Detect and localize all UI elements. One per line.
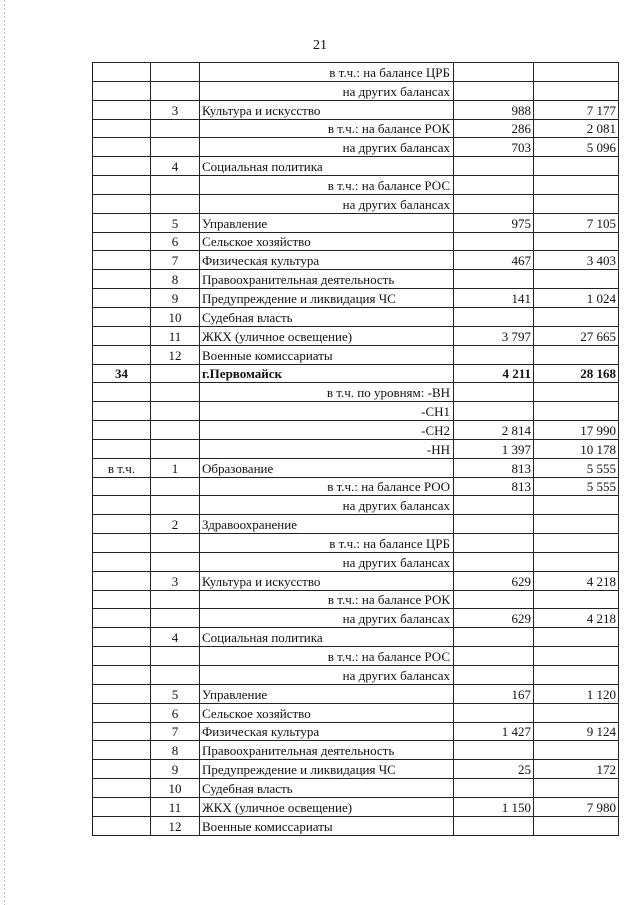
row-number-cell	[151, 194, 200, 213]
row-value2-cell: 9 124	[534, 722, 619, 741]
table-row	[93, 326, 619, 345]
row-value2-cell	[534, 741, 619, 760]
row-value2-cell: 10 178	[534, 439, 619, 458]
table-row	[93, 81, 619, 100]
budget-table-body	[93, 63, 619, 836]
row-prefix-cell	[93, 81, 151, 100]
row-number-cell	[151, 383, 200, 402]
row-prefix-cell	[93, 100, 151, 119]
row-prefix-cell	[93, 326, 151, 345]
row-prefix-cell	[93, 628, 151, 647]
row-number-cell: 1	[151, 458, 200, 477]
row-value2-cell	[534, 402, 619, 421]
row-value2-cell: 7 177	[534, 100, 619, 119]
row-number-cell: 12	[151, 816, 200, 835]
row-number-cell	[151, 552, 200, 571]
row-name-cell: на других балансах	[200, 138, 454, 157]
row-number-cell	[151, 647, 200, 666]
row-value2-cell: 2 081	[534, 119, 619, 138]
row-value1-cell: 467	[454, 251, 534, 270]
row-prefix-cell	[93, 232, 151, 251]
row-value1-cell	[454, 345, 534, 364]
row-name-cell: в т.ч.: на балансе ЦРБ	[200, 63, 454, 82]
row-prefix-cell: 34	[93, 364, 151, 383]
row-prefix-cell	[93, 552, 151, 571]
table-row	[93, 232, 619, 251]
row-name-cell: Социальная политика	[200, 628, 454, 647]
row-value2-cell	[534, 816, 619, 835]
row-prefix-cell	[93, 251, 151, 270]
table-row	[93, 100, 619, 119]
row-number-cell: 8	[151, 270, 200, 289]
row-number-cell: 4	[151, 157, 200, 176]
row-value2-cell	[534, 307, 619, 326]
row-number-cell	[151, 534, 200, 553]
row-name-cell: в т.ч.: на балансе РОК	[200, 119, 454, 138]
row-prefix-cell: в т.ч.	[93, 458, 151, 477]
table-row	[93, 364, 619, 383]
row-value1-cell: 629	[454, 609, 534, 628]
row-prefix-cell	[93, 439, 151, 458]
row-value1-cell: 813	[454, 477, 534, 496]
row-number-cell: 4	[151, 628, 200, 647]
row-value2-cell	[534, 383, 619, 402]
row-number-cell	[151, 176, 200, 195]
row-value1-cell	[454, 590, 534, 609]
row-value2-cell	[534, 647, 619, 666]
row-name-cell: в т.ч.: на балансе РОС	[200, 647, 454, 666]
row-value1-cell: 2 814	[454, 421, 534, 440]
row-number-cell: 12	[151, 345, 200, 364]
row-number-cell: 11	[151, 797, 200, 816]
row-value1-cell: 286	[454, 119, 534, 138]
row-value2-cell: 172	[534, 760, 619, 779]
row-value2-cell	[534, 496, 619, 515]
row-number-cell: 9	[151, 760, 200, 779]
row-prefix-cell	[93, 477, 151, 496]
row-number-cell: 10	[151, 779, 200, 798]
table-row	[93, 458, 619, 477]
row-number-cell: 8	[151, 741, 200, 760]
table-row	[93, 63, 619, 82]
row-value1-cell	[454, 534, 534, 553]
table-row	[93, 797, 619, 816]
row-value1-cell: 703	[454, 138, 534, 157]
table-row	[93, 647, 619, 666]
row-name-cell: в т.ч.: на балансе РОС	[200, 176, 454, 195]
row-number-cell: 7	[151, 722, 200, 741]
row-value1-cell: 1 150	[454, 797, 534, 816]
row-name-cell: на других балансах	[200, 552, 454, 571]
row-value2-cell: 28 168	[534, 364, 619, 383]
row-value1-cell: 813	[454, 458, 534, 477]
row-name-cell: на других балансах	[200, 609, 454, 628]
table-row	[93, 741, 619, 760]
row-value1-cell: 3 797	[454, 326, 534, 345]
row-name-cell: Социальная политика	[200, 157, 454, 176]
row-value2-cell	[534, 176, 619, 195]
row-number-cell	[151, 138, 200, 157]
table-row	[93, 666, 619, 685]
row-value1-cell: 1 397	[454, 439, 534, 458]
row-prefix-cell	[93, 176, 151, 195]
row-prefix-cell	[93, 421, 151, 440]
row-number-cell: 6	[151, 703, 200, 722]
row-number-cell: 3	[151, 100, 200, 119]
row-number-cell	[151, 63, 200, 82]
row-prefix-cell	[93, 402, 151, 421]
row-value1-cell	[454, 270, 534, 289]
row-value2-cell	[534, 81, 619, 100]
row-prefix-cell	[93, 496, 151, 515]
row-number-cell: 2	[151, 515, 200, 534]
table-row	[93, 402, 619, 421]
row-value1-cell: 4 211	[454, 364, 534, 383]
page-edge-dotted-line	[4, 0, 5, 905]
row-value1-cell: 988	[454, 100, 534, 119]
row-value1-cell	[454, 647, 534, 666]
row-name-cell: Культура и искусство	[200, 571, 454, 590]
row-name-cell: Сельское хозяйство	[200, 703, 454, 722]
table-row	[93, 609, 619, 628]
row-prefix-cell	[93, 289, 151, 308]
row-number-cell	[151, 666, 200, 685]
table-row	[93, 684, 619, 703]
row-name-cell: Культура и искусство	[200, 100, 454, 119]
table-row	[93, 345, 619, 364]
row-name-cell: в т.ч.: на балансе РОО	[200, 477, 454, 496]
row-name-cell: -СН2	[200, 421, 454, 440]
row-number-cell	[151, 364, 200, 383]
row-value2-cell	[534, 63, 619, 82]
row-number-cell	[151, 119, 200, 138]
row-number-cell: 11	[151, 326, 200, 345]
table-row	[93, 779, 619, 798]
row-prefix-cell	[93, 213, 151, 232]
row-value1-cell	[454, 194, 534, 213]
row-value2-cell: 5 096	[534, 138, 619, 157]
row-name-cell: -НН	[200, 439, 454, 458]
table-row	[93, 552, 619, 571]
row-name-cell: Военные комиссариаты	[200, 345, 454, 364]
table-row	[93, 383, 619, 402]
row-name-cell: ЖКХ (уличное освещение)	[200, 326, 454, 345]
row-prefix-cell	[93, 307, 151, 326]
row-value1-cell	[454, 741, 534, 760]
row-prefix-cell	[93, 63, 151, 82]
row-value1-cell	[454, 383, 534, 402]
row-name-cell: Образование	[200, 458, 454, 477]
row-value1-cell	[454, 515, 534, 534]
row-number-cell: 5	[151, 684, 200, 703]
table-row	[93, 119, 619, 138]
row-value1-cell	[454, 666, 534, 685]
row-name-cell: Предупреждение и ликвидация ЧС	[200, 760, 454, 779]
table-row	[93, 289, 619, 308]
row-value1-cell	[454, 703, 534, 722]
table-row	[93, 307, 619, 326]
row-name-cell: г.Первомайск	[200, 364, 454, 383]
row-prefix-cell	[93, 138, 151, 157]
row-name-cell: в т.ч.: на балансе ЦРБ	[200, 534, 454, 553]
row-number-cell	[151, 402, 200, 421]
table-row	[93, 515, 619, 534]
table-row	[93, 194, 619, 213]
table-row	[93, 251, 619, 270]
table-row	[93, 816, 619, 835]
row-value2-cell	[534, 590, 619, 609]
table-row	[93, 213, 619, 232]
table-row	[93, 703, 619, 722]
row-prefix-cell	[93, 270, 151, 289]
row-value2-cell	[534, 552, 619, 571]
row-value2-cell: 5 555	[534, 477, 619, 496]
row-value2-cell: 5 555	[534, 458, 619, 477]
row-value2-cell	[534, 534, 619, 553]
row-prefix-cell	[93, 609, 151, 628]
row-number-cell	[151, 439, 200, 458]
table-row	[93, 477, 619, 496]
row-value2-cell: 27 665	[534, 326, 619, 345]
row-name-cell: Управление	[200, 213, 454, 232]
row-name-cell: Военные комиссариаты	[200, 816, 454, 835]
table-row	[93, 138, 619, 157]
row-value1-cell	[454, 779, 534, 798]
row-prefix-cell	[93, 345, 151, 364]
row-prefix-cell	[93, 194, 151, 213]
row-value2-cell	[534, 232, 619, 251]
row-value1-cell	[454, 63, 534, 82]
row-value1-cell	[454, 402, 534, 421]
row-number-cell	[151, 421, 200, 440]
row-number-cell	[151, 590, 200, 609]
row-value1-cell: 629	[454, 571, 534, 590]
row-value2-cell: 4 218	[534, 609, 619, 628]
row-number-cell	[151, 477, 200, 496]
budget-table	[92, 62, 619, 836]
row-prefix-cell	[93, 779, 151, 798]
row-name-cell: ЖКХ (уличное освещение)	[200, 797, 454, 816]
row-value2-cell	[534, 666, 619, 685]
row-value2-cell: 3 403	[534, 251, 619, 270]
row-value2-cell: 1 024	[534, 289, 619, 308]
row-value2-cell	[534, 345, 619, 364]
row-value2-cell: 17 990	[534, 421, 619, 440]
table-row	[93, 534, 619, 553]
row-name-cell: на других балансах	[200, 194, 454, 213]
row-value2-cell: 7 105	[534, 213, 619, 232]
table-row	[93, 496, 619, 515]
row-value2-cell	[534, 628, 619, 647]
row-number-cell	[151, 496, 200, 515]
row-name-cell: Здравоохранение	[200, 515, 454, 534]
row-prefix-cell	[93, 703, 151, 722]
row-name-cell: на других балансах	[200, 666, 454, 685]
table-row	[93, 590, 619, 609]
row-name-cell: Судебная власть	[200, 307, 454, 326]
row-prefix-cell	[93, 157, 151, 176]
row-prefix-cell	[93, 760, 151, 779]
table-row	[93, 439, 619, 458]
row-value1-cell	[454, 81, 534, 100]
row-prefix-cell	[93, 797, 151, 816]
row-name-cell: в т.ч.: на балансе РОК	[200, 590, 454, 609]
row-prefix-cell	[93, 571, 151, 590]
row-value1-cell	[454, 176, 534, 195]
row-name-cell: Предупреждение и ликвидация ЧС	[200, 289, 454, 308]
row-value1-cell: 1 427	[454, 722, 534, 741]
row-number-cell	[151, 81, 200, 100]
row-value1-cell	[454, 552, 534, 571]
row-value1-cell	[454, 232, 534, 251]
row-name-cell: на других балансах	[200, 81, 454, 100]
table-row	[93, 628, 619, 647]
row-name-cell: -СН1	[200, 402, 454, 421]
row-number-cell: 10	[151, 307, 200, 326]
row-name-cell: в т.ч. по уровням: -ВН	[200, 383, 454, 402]
row-value1-cell	[454, 496, 534, 515]
row-prefix-cell	[93, 666, 151, 685]
row-value1-cell	[454, 816, 534, 835]
row-number-cell: 7	[151, 251, 200, 270]
table-row	[93, 157, 619, 176]
row-prefix-cell	[93, 741, 151, 760]
row-value2-cell	[534, 194, 619, 213]
row-value2-cell	[534, 515, 619, 534]
row-value1-cell	[454, 628, 534, 647]
row-value2-cell	[534, 270, 619, 289]
table-row	[93, 722, 619, 741]
row-prefix-cell	[93, 816, 151, 835]
row-name-cell: на других балансах	[200, 496, 454, 515]
row-name-cell: Судебная власть	[200, 779, 454, 798]
row-value1-cell: 25	[454, 760, 534, 779]
table-row	[93, 176, 619, 195]
row-value2-cell: 1 120	[534, 684, 619, 703]
row-number-cell: 6	[151, 232, 200, 251]
row-number-cell: 3	[151, 571, 200, 590]
row-name-cell: Управление	[200, 684, 454, 703]
row-prefix-cell	[93, 722, 151, 741]
row-prefix-cell	[93, 534, 151, 553]
row-name-cell: Физическая культура	[200, 722, 454, 741]
row-number-cell: 5	[151, 213, 200, 232]
row-value1-cell: 975	[454, 213, 534, 232]
row-prefix-cell	[93, 515, 151, 534]
row-number-cell	[151, 609, 200, 628]
row-prefix-cell	[93, 590, 151, 609]
row-name-cell: Правоохранительная деятельность	[200, 741, 454, 760]
row-name-cell: Сельское хозяйство	[200, 232, 454, 251]
row-prefix-cell	[93, 647, 151, 666]
row-number-cell: 9	[151, 289, 200, 308]
row-prefix-cell	[93, 684, 151, 703]
row-value2-cell	[534, 779, 619, 798]
page-number: 21	[313, 38, 327, 53]
table-row	[93, 760, 619, 779]
table-row	[93, 421, 619, 440]
row-value1-cell	[454, 157, 534, 176]
row-value1-cell: 141	[454, 289, 534, 308]
row-value2-cell: 7 980	[534, 797, 619, 816]
row-name-cell: Правоохранительная деятельность	[200, 270, 454, 289]
row-value2-cell	[534, 703, 619, 722]
table-row	[93, 270, 619, 289]
table-row	[93, 571, 619, 590]
row-name-cell: Физическая культура	[200, 251, 454, 270]
row-prefix-cell	[93, 383, 151, 402]
row-value2-cell: 4 218	[534, 571, 619, 590]
row-value1-cell: 167	[454, 684, 534, 703]
row-value1-cell	[454, 307, 534, 326]
row-prefix-cell	[93, 119, 151, 138]
row-value2-cell	[534, 157, 619, 176]
